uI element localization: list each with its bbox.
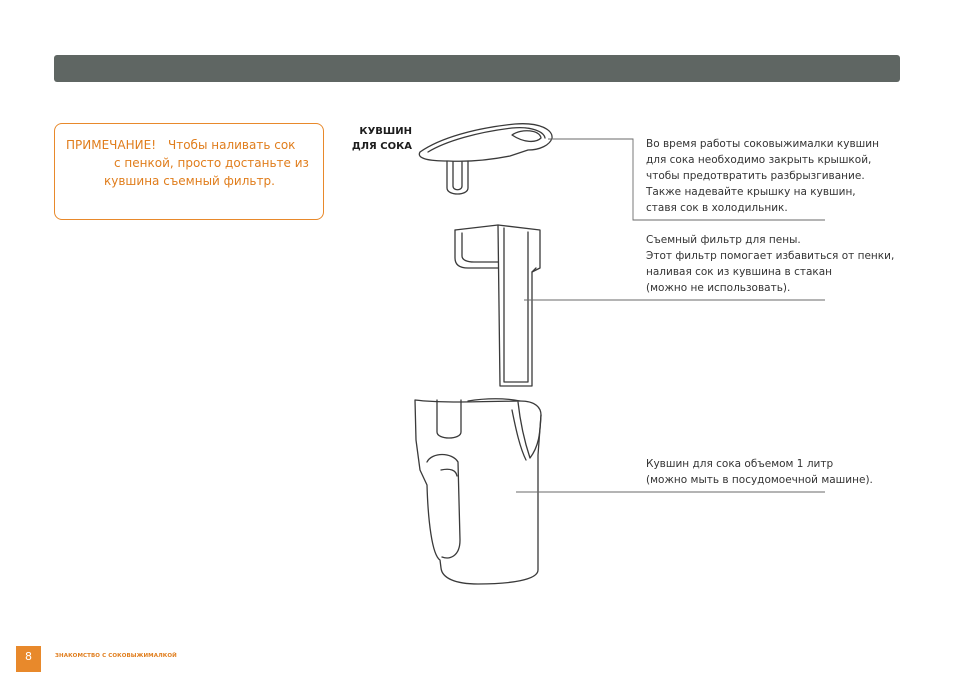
pitcher-caption-line-2: ДЛЯ СОКА [351, 141, 412, 152]
note-line-3: кувшина съемный фильтр. [104, 174, 275, 188]
filter-description-line-3: наливая сок из кувшина в стакан [646, 266, 833, 278]
page-number: 8 [16, 646, 41, 672]
jug-description-line-1: Кувшин для сока объемом 1 литр [646, 458, 834, 470]
lid-description-line-3: чтобы предотвратить разбрызгивание. [646, 170, 865, 182]
lid-description-line-1: Во время работы соковыжималки кувшин [646, 138, 879, 150]
jug-description-line-2: (можно мыть в посудомоечной машине). [646, 474, 873, 486]
note-title: ПРИМЕЧАНИЕ! [66, 138, 156, 152]
filter-description [646, 232, 894, 296]
filter-description-line-4: (можно не использовать). [646, 282, 791, 294]
filter-description-line-2: Этот фильтр помогает избавиться от пенки, [646, 250, 895, 262]
lid-description-line-2: для сока необходимо закрыть крышкой, [646, 154, 872, 166]
lid-description [646, 136, 879, 216]
lid-description-line-4: Также надевайте крышку на кувшин, [646, 186, 856, 198]
footer-section-title: ЗНАКОМСТВО С СОКОВЫЖИМАЛКОЙ [55, 653, 177, 659]
jug-description [646, 456, 873, 488]
note-line-1: Чтобы наливать сок [168, 138, 296, 152]
filter-description-line-1: Съемный фильтр для пены. [646, 234, 801, 246]
pitcher-caption-line-1: КУВШИН [359, 126, 412, 137]
note-line-2: с пенкой, просто достаньте из [114, 156, 309, 170]
lid-description-line-5: ставя сок в холодильник. [646, 202, 788, 214]
